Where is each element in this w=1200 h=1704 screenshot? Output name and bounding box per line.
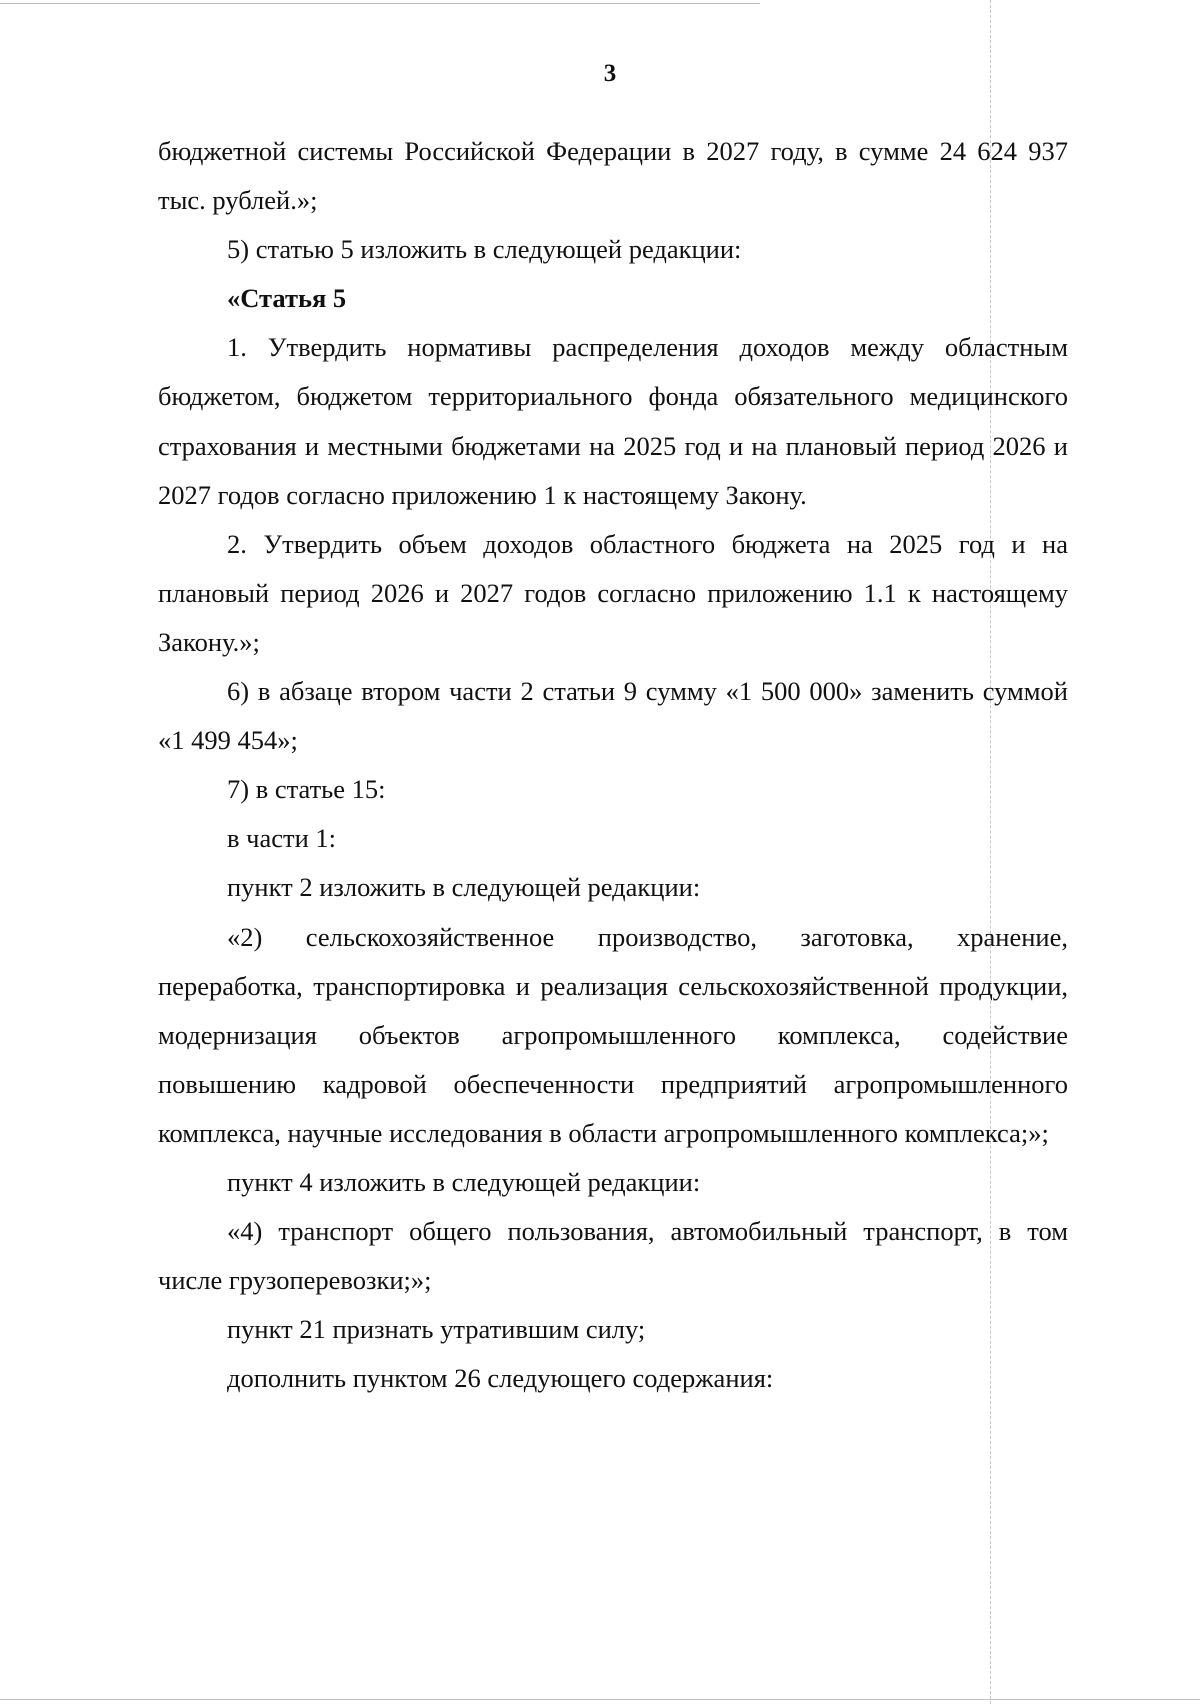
- paragraph-article-5-part-1: 1. Утвердить нормативы распределения доходов между областным бюджетом, бюджетом территориального фонда обязательного медицинского страхования и местными бюджетами на 2025 год и на плановый период 2026 и 2027 годов согласно приложению 1 к настоящему Закону.: [158, 332, 1068, 510]
- paragraph-item-6: 6) в абзаце втором части 2 статьи 9 сумму «1 500 000» заменить суммой «1 499 454»;: [158, 676, 1068, 756]
- paragraph-point-26-intro: дополнить пунктом 26 следующего содержания:: [227, 1363, 774, 1394]
- page-number: 3: [603, 60, 617, 87]
- paragraph-item-5: 5) статью 5 изложить в следующей редакции:: [227, 234, 742, 265]
- paragraph-point-2-text: «2) сельскохозяйственное производство, заготовка, хранение, переработка, транспортировка и реализация сельскохозяйственной продукции, модернизация объектов агропромышленного комплекса, содействие повышению кадровой обеспеченности предприятий агропромышленного комплекса, научные исследования в области агропромышленного комплекса;»;: [158, 921, 1068, 1148]
- article-heading: «Статья 5: [227, 283, 347, 314]
- paragraph-point-4-intro: пункт 4 изложить в следующей редакции:: [227, 1166, 701, 1197]
- paragraph-item-7: 7) в статье 15:: [227, 774, 386, 805]
- document-body: [158, 127, 1068, 1403]
- paragraph-point-2-intro: пункт 2 изложить в следующей редакции:: [227, 872, 701, 903]
- paragraph-part-1: в части 1:: [227, 823, 336, 854]
- scan-edge-bottom: [0, 1699, 1200, 1700]
- paragraph-budget-sum: бюджетной системы Российской Федерации в 2027 году, в сумме 24 624 937 тыс. рублей.»;: [158, 136, 1068, 216]
- scan-edge-top: [0, 3, 760, 4]
- paragraph-point-4-text: «4) транспорт общего пользования, автомобильный транспорт, в том числе грузоперевозки;»;: [158, 1216, 1068, 1296]
- paragraph-point-21: пункт 21 признать утратившим силу;: [227, 1314, 646, 1345]
- paragraph-article-5-part-2: 2. Утвердить объем доходов областного бюджета на 2025 год и на плановый период 2026 и 2027 годов согласно приложению 1.1 к настоящему Закону.»;: [158, 528, 1068, 657]
